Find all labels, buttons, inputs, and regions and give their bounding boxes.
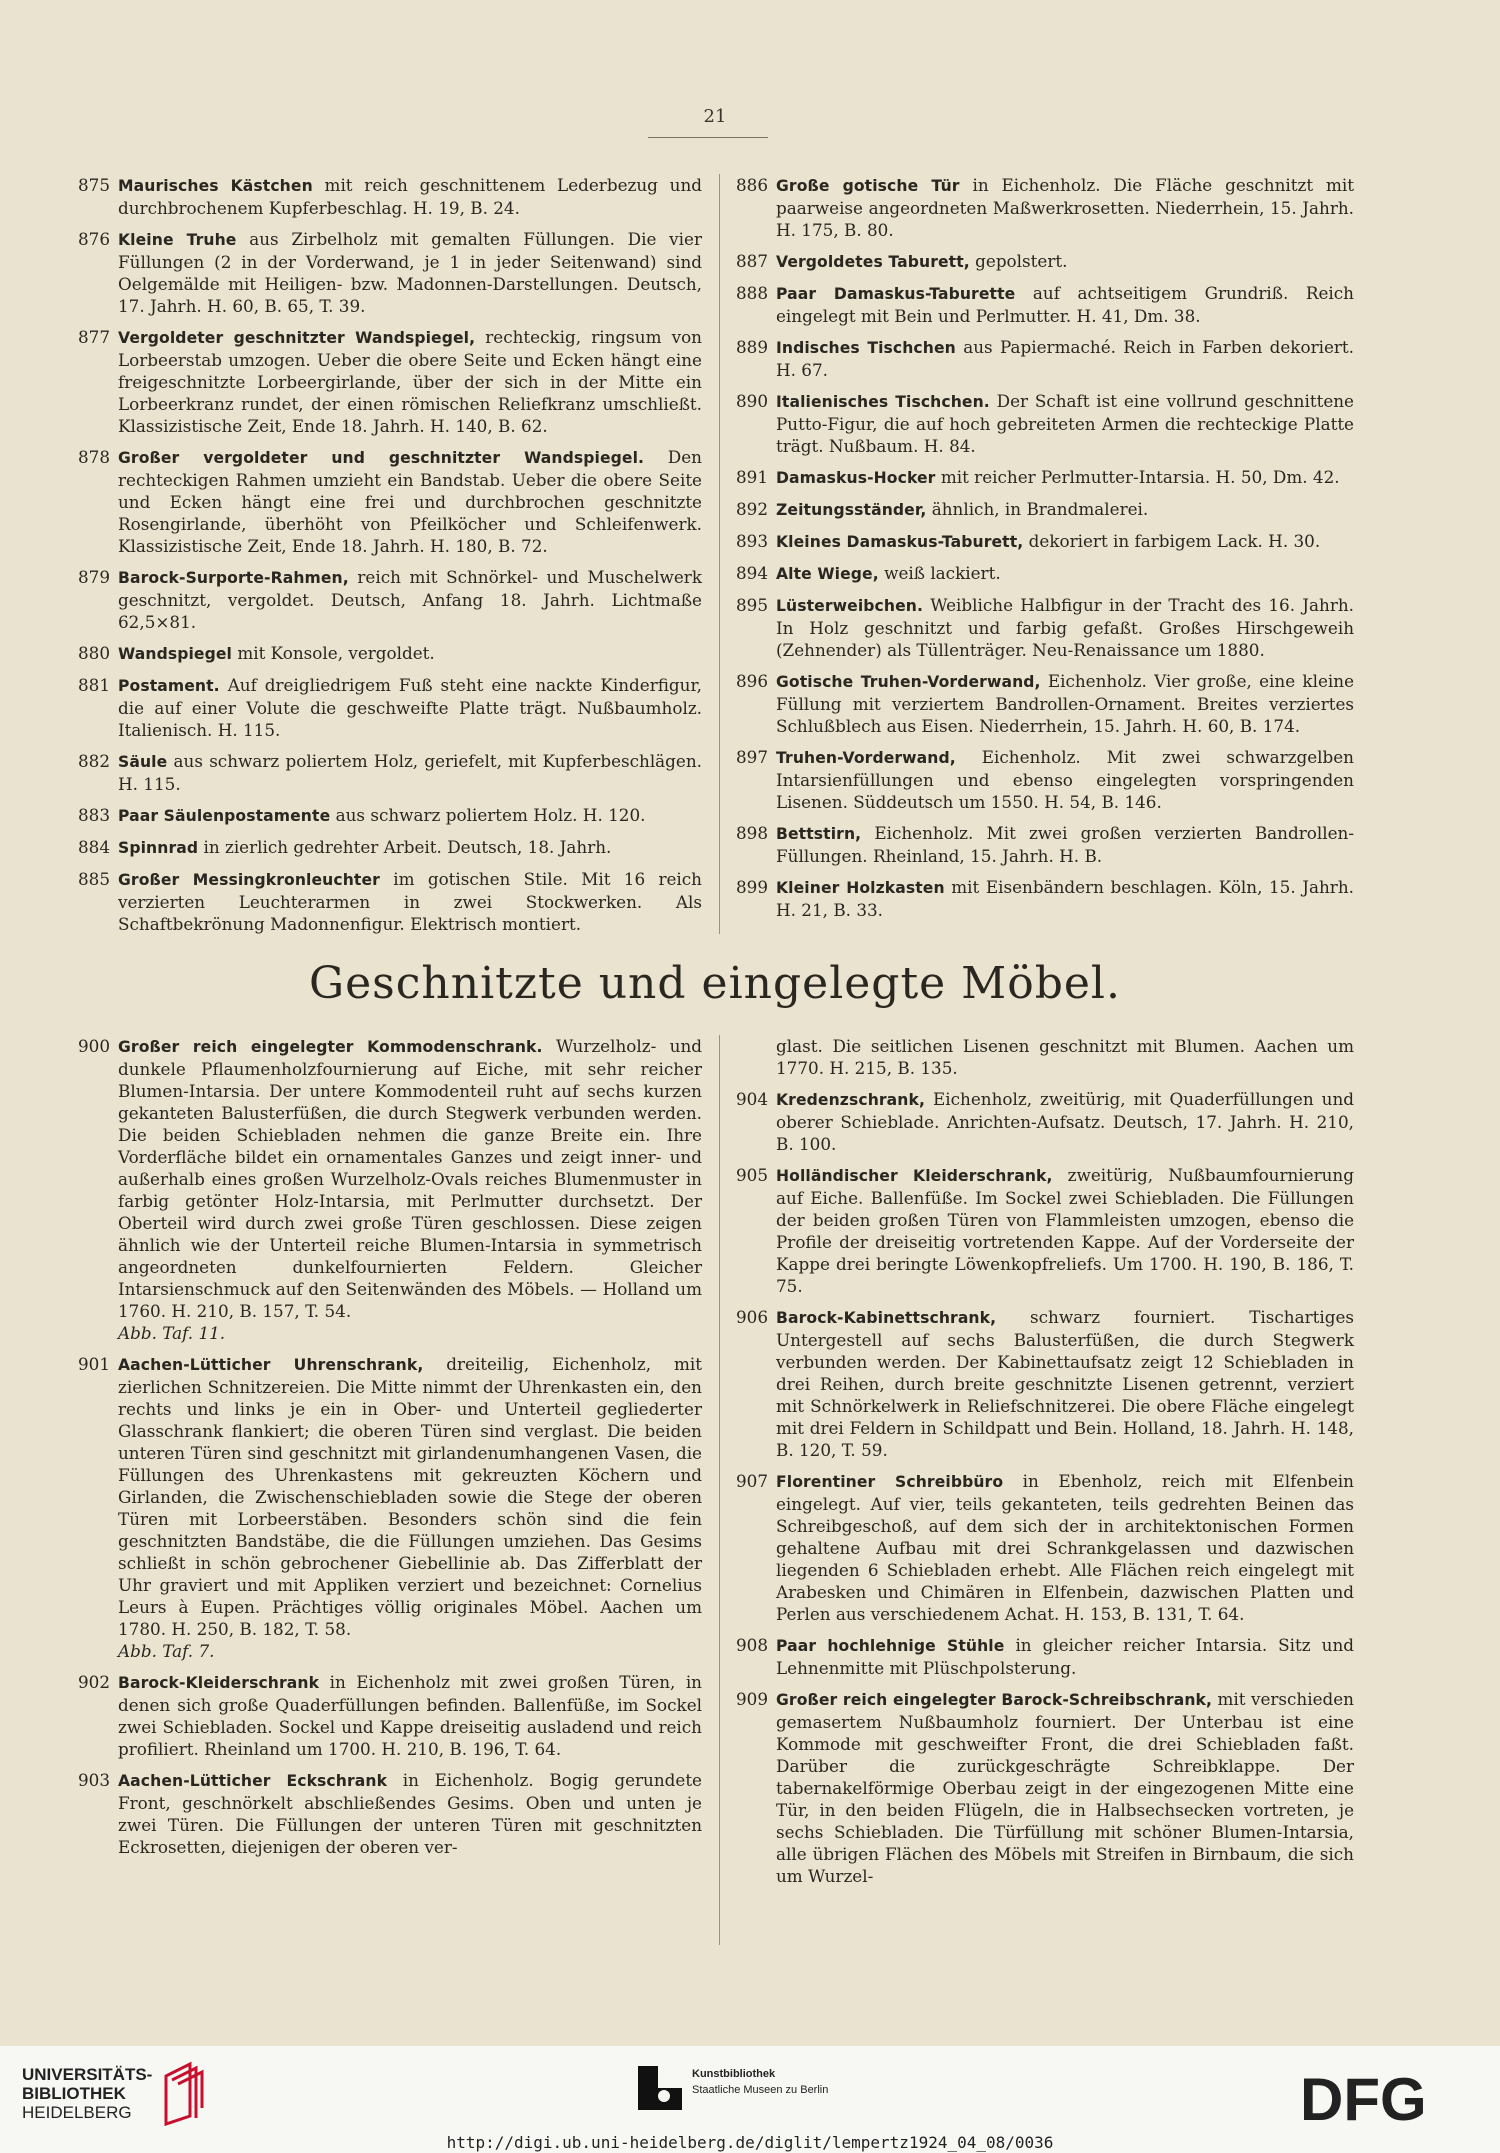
catalog-entry [736,336,1354,381]
entry-number: 880 [78,643,111,663]
catalog-entry [78,1035,702,1344]
catalog-entry [78,750,702,795]
entry-description: mit Konsole, vergoldet. [237,643,435,663]
entry-title: Wandspiegel [118,645,232,663]
page-number: 21 [703,106,727,127]
entry-number: 902 [78,1672,111,1692]
entry-body [776,1688,1354,1887]
top-left-column [78,174,702,944]
catalog-entry [78,174,702,219]
entry-number: 909 [736,1689,769,1709]
section-title: Geschnitzte und eingelegte Möbel. [308,958,1121,1009]
entry-title: Alte Wiege, [776,565,879,583]
entry-title: Paar hochlehnige Stühle [776,1637,1005,1655]
entry-title: Großer reich eingelegter Kommodenschrank. [118,1038,543,1056]
entry-description: Eichenholz. Vier große, eine kleine Füllung mit verziertem Bandrollen-Ornament. Breites verziertes Schlußblech aus Eisen. Niederrhein, 15. Jahrh. H. 60, B. 174. [776,671,1355,736]
catalog-entry [736,1634,1354,1679]
entry-description: Auf dreigliedrigem Fuß steht eine nackte Kinderfigur, die auf einer Volute die geschweifte Platte trägt. Nußbaumholz. Italienisch. H. 115. [118,675,702,740]
entry-description: dekoriert in farbigem Lack. H. 30. [1028,531,1321,551]
entry-number: 896 [736,671,769,691]
entry-plate-reference: Abb. Taf. 11. [118,1323,226,1343]
entry-number: 884 [78,837,111,857]
entry-description: Weibliche Halbfigur in der Tracht des 16. Jahrh. In Holz geschnitzt und farbig gefaßt. Großes Hirschgeweih (Zehnender) als Tüllenträger. Neu-Renaissance um 1880. [776,595,1354,660]
catalog-entry [736,390,1354,457]
entry-title: Holländischer Kleiderschrank, [776,1167,1053,1185]
entry-description: Den rechteckigen Rahmen umzieht ein Bandstab. Ueber die obere Seite und Ecken hängt eine frei und durchbrochen geschnitzte Rosengirlande, überhöht von Pfeilköcher und Schleifenwerk. Klassizistische Zeit, Ende 18. Jahrh. H. 180, B. 72. [118,447,702,556]
entry-body [118,868,702,935]
entry-number: 895 [736,595,769,615]
entry-title: Barock-Surporte-Rahmen, [118,569,349,587]
entry-body [118,642,702,665]
entry-description: auf achtseitigem Grundriß. Reich eingelegt mit Bein und Perlmutter. H. 41, Dm. 38. [776,283,1354,326]
catalog-entry [736,530,1354,553]
entry-description: in gleicher reicher Intarsia. Sitz und Lehnenmitte mit Plüschpolsterung. [776,1635,1354,1678]
entry-body [776,594,1354,661]
entry-description: Eichenholz. Mit zwei großen verzierten Bandrollen-Füllungen. Rheinland, 15. Jahrh. H. B. [776,823,1354,866]
entry-number: 890 [736,391,769,411]
entry-title: Florentiner Schreibbüro [776,1473,1004,1491]
entry-body [118,326,702,437]
entry-body [776,174,1354,241]
catalog-entry [78,804,702,827]
entry-body [776,1088,1354,1155]
catalog-entry [736,1688,1354,1887]
entry-description: aus Zirbelholz mit gemalten Füllungen. Die vier Füllungen (2 in der Vorderwand, je 1 in jeder Seitenwand) sind Oelgemälde mit Heiligen- bzw. Madonnen-Darstellungen. Deutsch, 17. Jahrh. H. 60, B. 65, T. 39. [118,229,702,316]
entry-number: 898 [736,823,769,843]
entry-title: Kleine Truhe [118,231,237,249]
entry-number: 897 [736,747,769,767]
catalog-entry [78,1769,702,1858]
catalog-entry [736,1164,1354,1297]
bottom-left-column [78,1035,702,1867]
entry-number: 907 [736,1471,769,1491]
catalog-entry [78,1671,702,1760]
entry-title: Barock-Kabinettschrank, [776,1309,997,1327]
catalog-entry [736,1470,1354,1625]
entry-body [776,1164,1354,1297]
top-right-column [736,174,1354,930]
catalog-entry [78,228,702,317]
catalog-entry [736,876,1354,921]
entry-body [118,228,702,317]
entry-number: 900 [78,1036,111,1056]
catalog-entry [78,326,702,437]
entry-body [776,822,1354,867]
entry-description: Der Schaft ist eine vollrund geschnittene Putto-Figur, die auf hoch gebreiteten Armen die rechteckige Platte trägt. Nußbaum. H. 84. [776,391,1354,456]
entry-title: Säule [118,753,168,771]
entry-title: Barock-Kleiderschrank [118,1674,320,1692]
entry-title: Truhen-Vorderwand, [776,749,956,767]
continuation-text: glast. Die seitlichen Lisenen geschnitzt mit Blumen. Aachen um 1770. H. 215, B. 135. [776,1036,1354,1078]
entry-number: 893 [736,531,769,551]
entry-body [118,1035,702,1344]
entry-description: ähnlich, in Brandmalerei. [931,499,1149,519]
entry-title: Postament. [118,677,220,695]
entry-number: 886 [736,175,769,195]
entry-title: Kleiner Holzkasten [776,879,945,897]
entry-body [776,250,1354,273]
entry-title: Damaskus-Hocker [776,469,936,487]
catalog-entry [78,674,702,741]
entry-body [776,670,1354,737]
entry-title: Paar Damaskus-Taburette [776,285,1016,303]
entry-description: mit Eisenbändern beschlagen. Köln, 15. Jahrh. H. 21, B. 33. [776,877,1354,920]
catalog-entry [736,174,1354,241]
entry-number: 883 [78,805,111,825]
entry-number: 894 [736,563,769,583]
uni-logo-line2: BIBLIOTHEK [22,2083,126,2103]
catalog-entry [78,446,702,557]
entry-title: Vergoldeter geschnitzter Wandspiegel, [118,329,476,347]
entry-title: Vergoldetes Taburett, [776,253,970,271]
entry-body [118,1671,702,1760]
entry-number: 908 [736,1635,769,1655]
entry-body [118,174,702,219]
dfg-logo[interactable] [1300,2070,1470,2126]
entry-title: Lüsterweibchen. [776,597,923,615]
entry-body [776,1634,1354,1679]
entry-body [776,336,1354,381]
catalog-entry [78,868,702,935]
kb-subname: Staatliche Museen zu Berlin [692,2084,829,2096]
entry-title: Aachen-Lütticher Eckschrank [118,1772,388,1790]
entry-description: in zierlich gedrehter Arbeit. Deutsch, 18. Jahrh. [203,837,612,857]
entry-description: in Eichenholz. Bogig gerundete Front, geschnörkelt abschließendes Gesims. Oben und unten je zwei Türen. Die Füllungen der unteren Türen mit geschnitzten Eckrosetten, diejenigen der oberen ver- [118,1770,702,1857]
entry-number: 882 [78,751,111,771]
entry-title: Kredenzschrank, [776,1091,926,1109]
entry-title: Großer reich eingelegter Barock-Schreibschrank, [776,1691,1213,1709]
catalog-entry [736,498,1354,521]
entry-number: 889 [736,337,769,357]
entry-number: 904 [736,1089,769,1109]
catalog-entry [736,822,1354,867]
entry-title: Aachen-Lütticher Uhrenschrank, [118,1356,424,1374]
entry-title: Große gotische Tür [776,177,960,195]
entry-body [776,1306,1354,1461]
catalog-entry [736,562,1354,585]
entry-body [776,1470,1354,1625]
entry-description: aus Papiermaché. Reich in Farben dekoriert. H. 67. [776,337,1354,380]
entry-body [776,390,1354,457]
entry-description: mit verschieden gemasertem Nußbaumholz fourniert. Der Unterbau ist eine Kommode mit geschweifter Front, die drei Schiebladen faßt. Darüber die zurückgeschrägte Schreibklappe. Der tabernakelförmige Oberbau zeigt in der eingezogenen Mitte eine Tür, in den beiden Flügeln, die in Halbsechsecken vortreten, je sechs Schiebladen. Die Türfüllung mit schöner Blumen-Intarsia, alle übrigen Flächen des Möbels mit Streifen in Birnbaum, die sich um Wurzel- [776,1689,1354,1886]
entry-description: dreiteilig, Eichenholz, mit zierlichen Schnitzereien. Die Mitte nimmt der Uhrenkasten ein, den rechts und links je ein in Ober- und Unterteil gegliederter Glasschrank flankiert; die oberen Türen sind verglast. Die beiden unteren Türen sind geschnitzt mit girlandenumhangenen Vasen, die Füllungen des Uhrenkastens mit gekreuzten Köchern und Girlanden, die Zwischenschiebladen sowie die Stege der oberen Türen mit Lorbeerstäben. Besonders schön sind die fein geschnitzten Bandstäbe, die die Füllungen umziehen. Das Gesims schließt in schön gebrochener Giebellinie ab. Das Zifferblatt der Uhr graviert und mit Appliken verziert und bezeichnet: Cornelius Leurs à Eupen. Prächtiges völlig originales Möbel. Aachen um 1780. H. 250, B. 182, T. 58. [118,1354,702,1639]
entry-plate-reference: Abb. Taf. 7. [118,1641,215,1661]
catalog-entry [78,836,702,859]
entry-title: Gotische Truhen-Vorderwand, [776,673,1041,691]
entry-title: Paar Säulenpostamente [118,807,331,825]
entry-number: 879 [78,567,111,587]
catalog-entry [78,566,702,633]
entry-body [776,746,1354,813]
entry-description: mit reicher Perlmutter-Intarsia. H. 50, Dm. 42. [940,467,1340,487]
catalog-entry [736,250,1354,273]
entry-number: 901 [78,1354,111,1374]
entry-number: 888 [736,283,769,303]
entry-description: aus schwarz poliertem Holz. H. 120. [335,805,646,825]
entry-body [118,836,702,859]
entry-number: 905 [736,1165,769,1185]
uni-book-mark-icon [160,2058,206,2128]
entry-description: in Ebenholz, reich mit Elfenbein eingelegt. Auf vier, teils gekanteten, teils gedrehten Beinen das Schreibgeschoß, auf dem sich der in architektonischen Formen gehaltene Aufbau mit drei Schrankgelassen und dazwischen liegenden 6 Schiebladen erhebt. Alle Flächen reich eingelegt mit Arabesken und Chimären in Elfenbein, dazwischen Platten und Perlen aus verschiedenem Achat. H. 153, B. 131, T. 64. [776,1471,1354,1624]
entry-body [118,446,702,557]
entry-number: 876 [78,229,111,249]
entry-title: Italienisches Tischchen. [776,393,990,411]
entry-body [776,876,1354,921]
entry-title: Spinnrad [118,839,199,857]
entry-title: Indisches Tischchen [776,339,956,357]
catalog-entry [736,466,1354,489]
entry-title: Bettstirn, [776,825,862,843]
entry-body [776,562,1354,585]
entry-number: 878 [78,447,111,467]
entry-description: in Eichenholz mit zwei großen Türen, in denen sich große Quaderfüllungen befinden. Ballenfüße, im Sockel zwei Schiebladen. Sockel und Kappe dreiseitig ausladend und reich profiliert. Rheinland um 1700. H. 210, B. 196, T. 64. [118,1672,702,1759]
entry-title: Zeitungsständer, [776,501,927,519]
page-number-rule [648,137,768,138]
entry-number: 903 [78,1770,111,1790]
entry-description: zweitürig, Nußbaumfournierung auf Eiche. Ballenfüße. Im Sockel zwei Schiebladen. Die Füllungen der beiden großen Türen von Flammleisten umzogen, ebenso die Profile der dreiseitig vortretenden Kappe. Auf der Vorderseite der Kappe drei beringte Löwenkopfreliefs. Um 1700. H. 190, B. 186, T. 75. [776,1165,1354,1296]
column-divider-bottom [719,1035,720,1945]
entry-number: 887 [736,251,769,271]
catalog-entry [736,282,1354,327]
column-divider-top [719,174,720,934]
bottom-right-column [736,1035,1354,1896]
entry-title: Großer Messingkronleuchter [118,871,380,889]
catalog-entry [78,1353,702,1662]
entry-description: Wurzelholz- und dunkele Pflaumenholzfournierung auf Eiche, mit sehr reicher Blumen-Intarsia. Der untere Kommodenteil ruht auf sechs kurzen gekanteten Balusterfüßen, die durch Stegwerk verbunden werden. Die beiden Schiebladen nehmen die ganze Breite ein. Ihre Vorderfläche bildet ein ornamentales Ganzes und zeigt inner- und außerhalb eines großen Wurzelholz-Ovals reiches Blumenmuster in farbig getönter Holz-Intarsia, mit Perlmutter durchsetzt. Der Oberteil wird durch zwei große Türen geschlossen. Diese zeigen ähnlich wie der Unterteil reiche Blumen-Intarsia in symmetrisch angeordneten dunkelfournierten Feldern. Gleicher Intarsienschmuck auf den Seitenwänden des Möbels. — Holland um 1760. H. 210, B. 157, T. 54. [118,1036,703,1321]
kb-name: Kunstbibliothek [692,2068,776,2080]
entry-description: Eichenholz. Mit zwei schwarzgelben Intarsienfüllungen und ebenso eingelegten vorspringenden Lisenen. Süddeutsch um 1550. H. 54, B. 146. [776,747,1354,812]
entry-number: 892 [736,499,769,519]
catalog-entry [736,1088,1354,1155]
catalog-entry [736,746,1354,813]
catalog-entry [78,642,702,665]
entry-number: 881 [78,675,111,695]
entry-title: Großer vergoldeter und geschnitzter Wandspiegel. [118,449,645,467]
entry-description: rechteckig, ringsum von Lorbeerstab umzogen. Ueber die obere Seite und Ecken hängt eine freigeschnitzte Lorbeergirlande, über der sich in der Mitte ein Lorbeerkranz rundet, der einen römischen Reliefkranz umschließt. Klassizistische Zeit, Ende 18. Jahrh. H. 140, B. 62. [118,327,702,436]
entry-description: in Eichenholz. Die Fläche geschnitzt mit paarweise angeordneten Maßwerkrosetten. Niederrhein, 15. Jahrh. H. 175, B. 80. [776,175,1354,240]
entry-body [776,282,1354,327]
entry-description: reich mit Schnörkel- und Muschelwerk geschnitzt, vergoldet. Deutsch, Anfang 18. Jahrh. Lichtmaße 62,5×81. [118,567,702,632]
entry-body [118,804,702,827]
entry-number: 899 [736,877,769,897]
page-url[interactable]: http://digi.ub.uni-heidelberg.de/diglit/lempertz1924_04_08/0036 [446,2133,1054,2152]
entry-title: Maurisches Kästchen [118,177,313,195]
entry-description: Eichenholz, zweitürig, mit Quaderfüllungen und oberer Schieblade. Anrichten-Aufsatz. Deutsch, 17. Jahrh. H. 210, B. 100. [776,1089,1354,1154]
entry-body [118,1353,702,1662]
dfg-logo-text: DFG [1300,2070,1427,2126]
entry-number: 885 [78,869,111,889]
entry-body [118,1769,702,1858]
entry-description: schwarz fourniert. Tischartiges Untergestell auf sechs Balusterfüßen, die durch Stegwerk verbunden werden. Der Kabinettaufsatz zeigt 12 Schiebladen in drei Reihen, durch breite geschnitzte Lisenen getrennt, verziert mit Schnörkelwerk in Reliefschnitzerei. Die obere Fläche eingelegt mit drei Feldern in Schildpatt und Bein. Holland, 18. Jahrh. H. 148, B. 120, T. 59. [776,1307,1354,1460]
uni-logo-line1: UNIVERSITÄTS- [22,2064,153,2084]
entry-body [776,466,1354,489]
entry-number: 877 [78,327,111,347]
entry-description: gepolstert. [975,251,1068,271]
entry-description: mit reich geschnittenem Lederbezug und durchbrochenem Kupferbeschlag. H. 19, B. 24. [118,175,702,218]
university-library-logo[interactable] [22,2058,206,2128]
entry-number: 875 [78,175,111,195]
entry-title: Kleines Damaskus-Taburett, [776,533,1024,551]
entry-number: 906 [736,1307,769,1327]
kunstbibliothek-logo[interactable] [638,2066,828,2110]
entry-body [118,566,702,633]
catalog-entry [736,1306,1354,1461]
kunstbibliothek-mark-icon [638,2066,682,2110]
entry-description: im gotischen Stile. Mit 16 reich verzierten Leuchterarmen in zwei Stockwerken. Als Schaftbekrönung Madonnenfigur. Elektrisch montiert. [118,869,702,934]
entry-body [118,750,702,795]
entry-body [118,674,702,741]
catalog-entry [736,594,1354,661]
uni-logo-line3: HEIDELBERG [22,2102,132,2122]
entry-body [776,530,1354,553]
entry-number: 891 [736,467,769,487]
entry-description: weiß lackiert. [884,563,1001,583]
entry-description: aus schwarz poliertem Holz, geriefelt, mit Kupferbeschlägen. H. 115. [118,751,703,794]
entry-body [776,498,1354,521]
catalog-entry [736,670,1354,737]
